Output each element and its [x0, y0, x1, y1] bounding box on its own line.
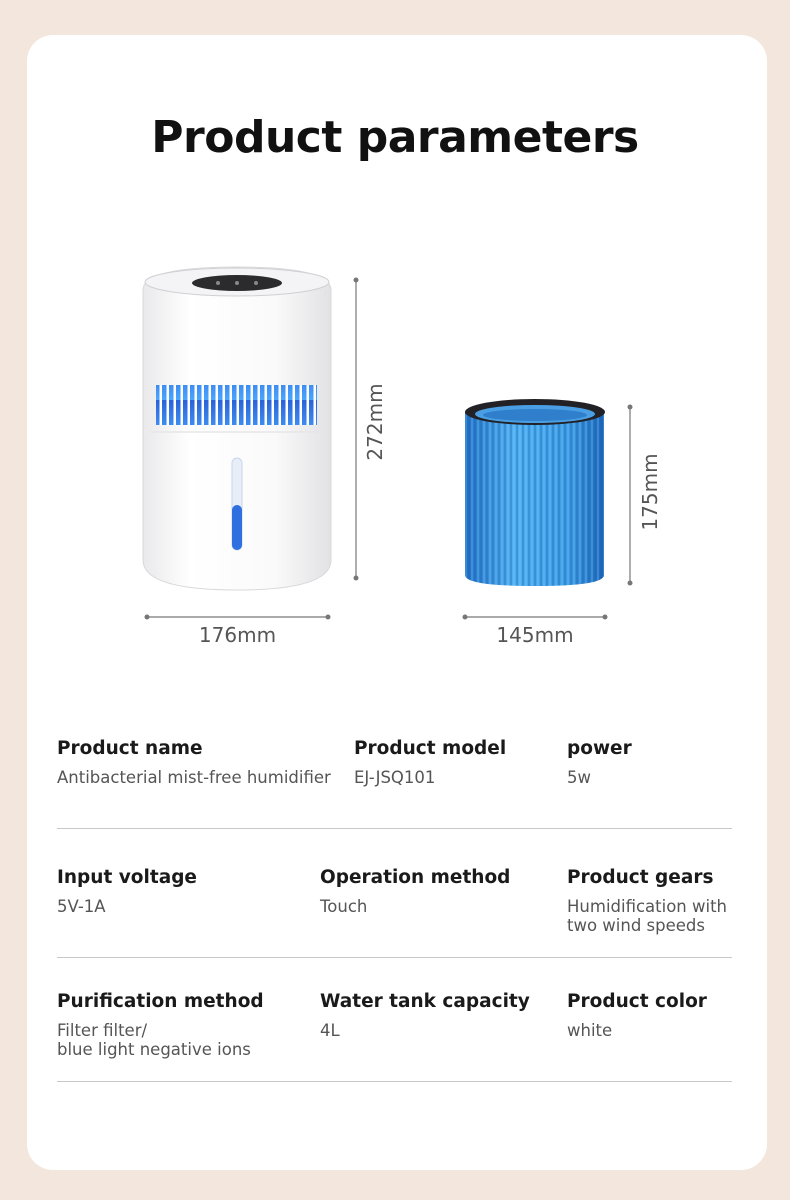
spec-input-voltage [57, 867, 197, 916]
spec-purification-method [57, 991, 264, 1059]
spec-label: Input voltage [57, 867, 197, 888]
spec-label: power [567, 738, 632, 759]
humidifier-width-label: 176mm [198, 623, 277, 647]
spec-value: white [567, 1021, 613, 1040]
spec-product-model [354, 738, 506, 787]
spec-water-tank-capacity [320, 991, 530, 1040]
spec-operation-method [320, 867, 510, 916]
spec-value: Humidification with two wind speeds [567, 897, 728, 935]
spec-product-gears [567, 867, 727, 935]
filter-height-label: 175mm [638, 453, 662, 531]
spec-label: Operation method [320, 867, 511, 888]
width-dimension-line [145, 615, 331, 620]
divider [57, 828, 732, 829]
filter-width-label: 145mm [496, 623, 574, 647]
filter-width-dimension-line [463, 615, 608, 620]
spec-label: Purification method [57, 991, 264, 1012]
spec-label: Water tank capacity [320, 991, 530, 1012]
humidifier-image [143, 267, 331, 590]
spec-value: Filter filter/ blue light negative ions [57, 1021, 251, 1059]
divider [57, 1081, 732, 1082]
spec-product-color [567, 991, 707, 1040]
spec-label: Product gears [567, 867, 714, 888]
humidifier-height-label: 272mm [363, 383, 387, 461]
spec-value: EJ-JSQ101 [354, 768, 436, 787]
spec-label: Product color [567, 991, 707, 1012]
spec-label: Product model [354, 738, 507, 759]
filter-image [465, 399, 605, 586]
spec-value: Touch [320, 897, 368, 916]
spec-value: 4L [320, 1021, 340, 1040]
spec-value: Antibacterial mist-free humidifier [57, 768, 331, 787]
spec-value: 5w [567, 768, 591, 787]
divider [57, 957, 732, 958]
filter-height-dimension-line [628, 405, 633, 586]
spec-power [567, 738, 632, 787]
height-dimension-line [354, 278, 359, 581]
page-title: Product parameters [151, 112, 639, 163]
spec-label: Product name [57, 738, 203, 759]
spec-product-name [57, 738, 331, 787]
spec-value: 5V-1A [57, 897, 106, 916]
